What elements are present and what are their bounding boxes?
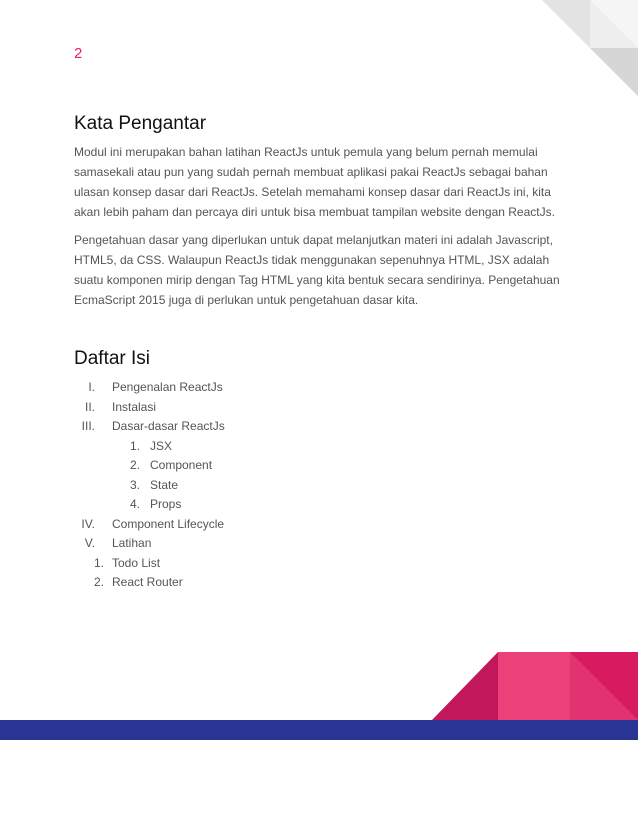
toc-item-number: II. [84, 400, 95, 414]
toc-subitem [0, 495, 140, 513]
section-title-toc: Daftar Isi [74, 348, 151, 369]
toc-subitem [0, 476, 140, 494]
page-number: 2 [74, 45, 83, 62]
toc-item [0, 534, 95, 552]
toc-subitem [0, 456, 140, 474]
toc-item-number: 2. [129, 458, 140, 472]
toc-item [0, 398, 95, 416]
toc-item-number: I. [88, 380, 95, 394]
intro-paragraph-2: Pengetahuan dasar yang diperlukan untuk dapat melanjutkan materi ini adalah Javascript, HTML5, da CSS. Walaupun ReactJs tidak menggunakan sepenuhnya HTML, JSX adalah suatu komponen mirip dengan Tag HTML yang kita bentuk secara sendirinya. Pengetahuan EcmaScript 2015 juga di perlukan untuk pengetahuan dasar kita. [74, 233, 560, 307]
toc-item-number: 3. [129, 478, 140, 492]
toc-item-number: III. [81, 419, 95, 433]
toc-subitem [0, 437, 140, 455]
toc-item-number: 4. [129, 497, 140, 511]
toc-item-number: 1. [93, 556, 104, 570]
footer-decoration [0, 650, 638, 740]
toc-item [0, 573, 104, 591]
intro-paragraph-1: Modul ini merupakan bahan latihan ReactJs untuk pemula yang belum pernah memulai samasekali atau pun yang sudah pernah membuat aplikasi pakai ReactJs sebagai bahan ulasan konsep dasar dari ReactJs. Setelah memahami konsep dasar dari ReactJs ini, kita akan lebih paham dan percaya diri untuk bisa membuat tampilan website dengan ReactJs. [74, 145, 555, 219]
toc-item [0, 515, 95, 533]
section-title-intro: Kata Pengantar [74, 113, 207, 134]
toc-item-number: IV. [81, 517, 95, 531]
toc-item [0, 378, 95, 396]
toc-item-number: 1. [129, 439, 140, 453]
toc-item [0, 417, 95, 435]
toc-item-number: V. [84, 536, 95, 550]
toc-item-number: 2. [93, 575, 104, 589]
corner-decoration [542, 0, 638, 96]
toc-item [0, 554, 104, 572]
